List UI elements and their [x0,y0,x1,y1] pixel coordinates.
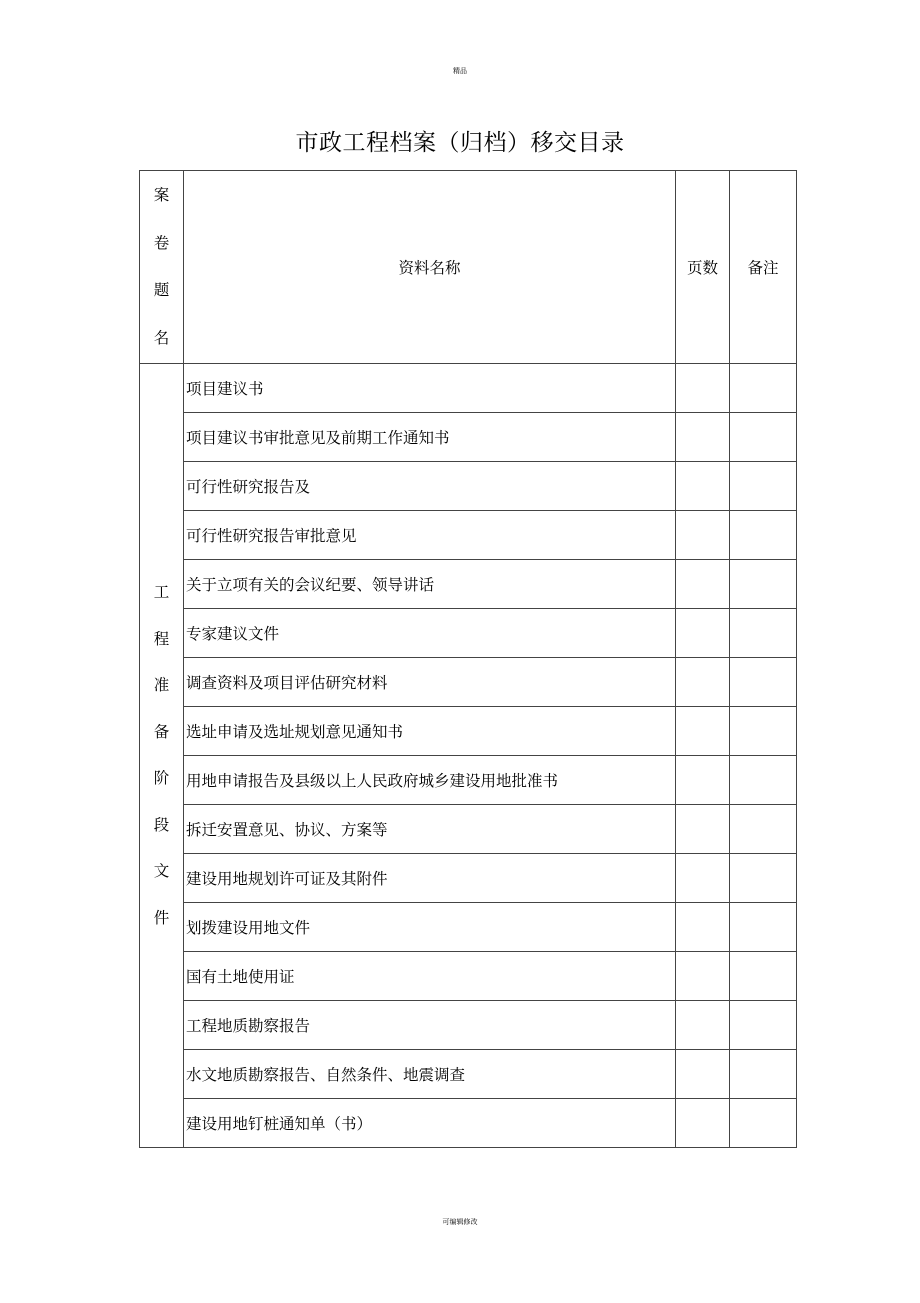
remarks-cell [730,1099,797,1148]
header-pages: 页数 [676,171,730,364]
pages-cell [676,364,730,413]
material-name-cell: 选址申请及选址规划意见通知书 [184,707,676,756]
table-row [140,903,797,952]
material-name-cell: 工程地质勘察报告 [184,1001,676,1050]
remarks-cell [730,1050,797,1099]
stage-label-char: 阶 [153,769,170,787]
pages-cell [676,756,730,805]
remarks-cell [730,364,797,413]
material-name-cell: 划拨建设用地文件 [184,903,676,952]
stage-label-char: 文 [153,862,170,880]
header-material-name: 资料名称 [184,171,676,364]
pages-cell [676,903,730,952]
remarks-cell [730,805,797,854]
material-name-cell: 可行性研究报告审批意见 [184,511,676,560]
table-row [140,1050,797,1099]
stage-label-char: 程 [153,629,170,648]
material-name-cell: 拆迁安置意见、协议、方案等 [184,805,676,854]
pages-cell [676,1001,730,1050]
table-row [140,805,797,854]
header-volume-title-char: 案 [153,186,170,204]
table-row [140,609,797,658]
material-name-cell: 建设用地规划许可证及其附件 [184,854,676,903]
table-row [140,756,797,805]
stage-label-char: 段 [153,815,170,834]
table-row [140,1001,797,1050]
stage-label-char: 件 [153,908,170,927]
pages-cell [676,1050,730,1099]
remarks-cell [730,707,797,756]
table-row [140,658,797,707]
header-volume-title-char: 卷 [153,233,170,252]
table-row [140,462,797,511]
remarks-cell [730,952,797,1001]
pages-cell [676,609,730,658]
pages-cell [676,658,730,707]
pages-cell [676,854,730,903]
stage-label-char: 准 [153,676,170,694]
remarks-cell [730,854,797,903]
header-note: 精品 [453,67,467,75]
material-name-cell: 项目建议书 [184,364,676,413]
material-name-cell: 建设用地钉桩通知单（书） [184,1099,676,1148]
pages-cell [676,805,730,854]
table-row [140,364,797,413]
table-header-row [140,171,797,364]
remarks-cell [730,903,797,952]
stage-label-char: 备 [153,722,170,741]
pages-cell [676,511,730,560]
material-name-cell: 水文地质勘察报告、自然条件、地震调查 [184,1050,676,1099]
header-volume-title-char: 名 [153,328,170,347]
table-row [140,413,797,462]
document-title: 市政工程档案（归档）移交目录 [295,130,625,156]
material-name-cell: 国有土地使用证 [184,952,676,1001]
transfer-catalog-table [139,170,797,1148]
material-name-cell: 项目建议书审批意见及前期工作通知书 [184,413,676,462]
remarks-cell [730,462,797,511]
material-name-cell: 调查资料及项目评估研究材料 [184,658,676,707]
pages-cell [676,413,730,462]
pages-cell [676,707,730,756]
table-row [140,952,797,1001]
remarks-cell [730,560,797,609]
table-row [140,1099,797,1148]
header-volume-title [140,171,184,364]
pages-cell [676,952,730,1001]
material-name-cell: 可行性研究报告及 [184,462,676,511]
remarks-cell [730,756,797,805]
pages-cell [676,1099,730,1148]
remarks-cell [730,609,797,658]
material-name-cell: 专家建议文件 [184,609,676,658]
pages-cell [676,560,730,609]
material-name-cell: 关于立项有关的会议纪要、领导讲话 [184,560,676,609]
remarks-cell [730,511,797,560]
header-remarks: 备注 [730,171,797,364]
table-row [140,854,797,903]
stage-label-cell [140,364,184,1148]
material-name-cell: 用地申请报告及县级以上人民政府城乡建设用地批准书 [184,756,676,805]
table-row [140,560,797,609]
table-row [140,511,797,560]
remarks-cell [730,1001,797,1050]
table-row [140,707,797,756]
remarks-cell [730,658,797,707]
stage-label-char: 工 [153,583,170,601]
header-volume-title-char: 题 [153,281,170,299]
remarks-cell [730,413,797,462]
footer-note: 可编辑修改 [442,1218,478,1226]
pages-cell [676,462,730,511]
